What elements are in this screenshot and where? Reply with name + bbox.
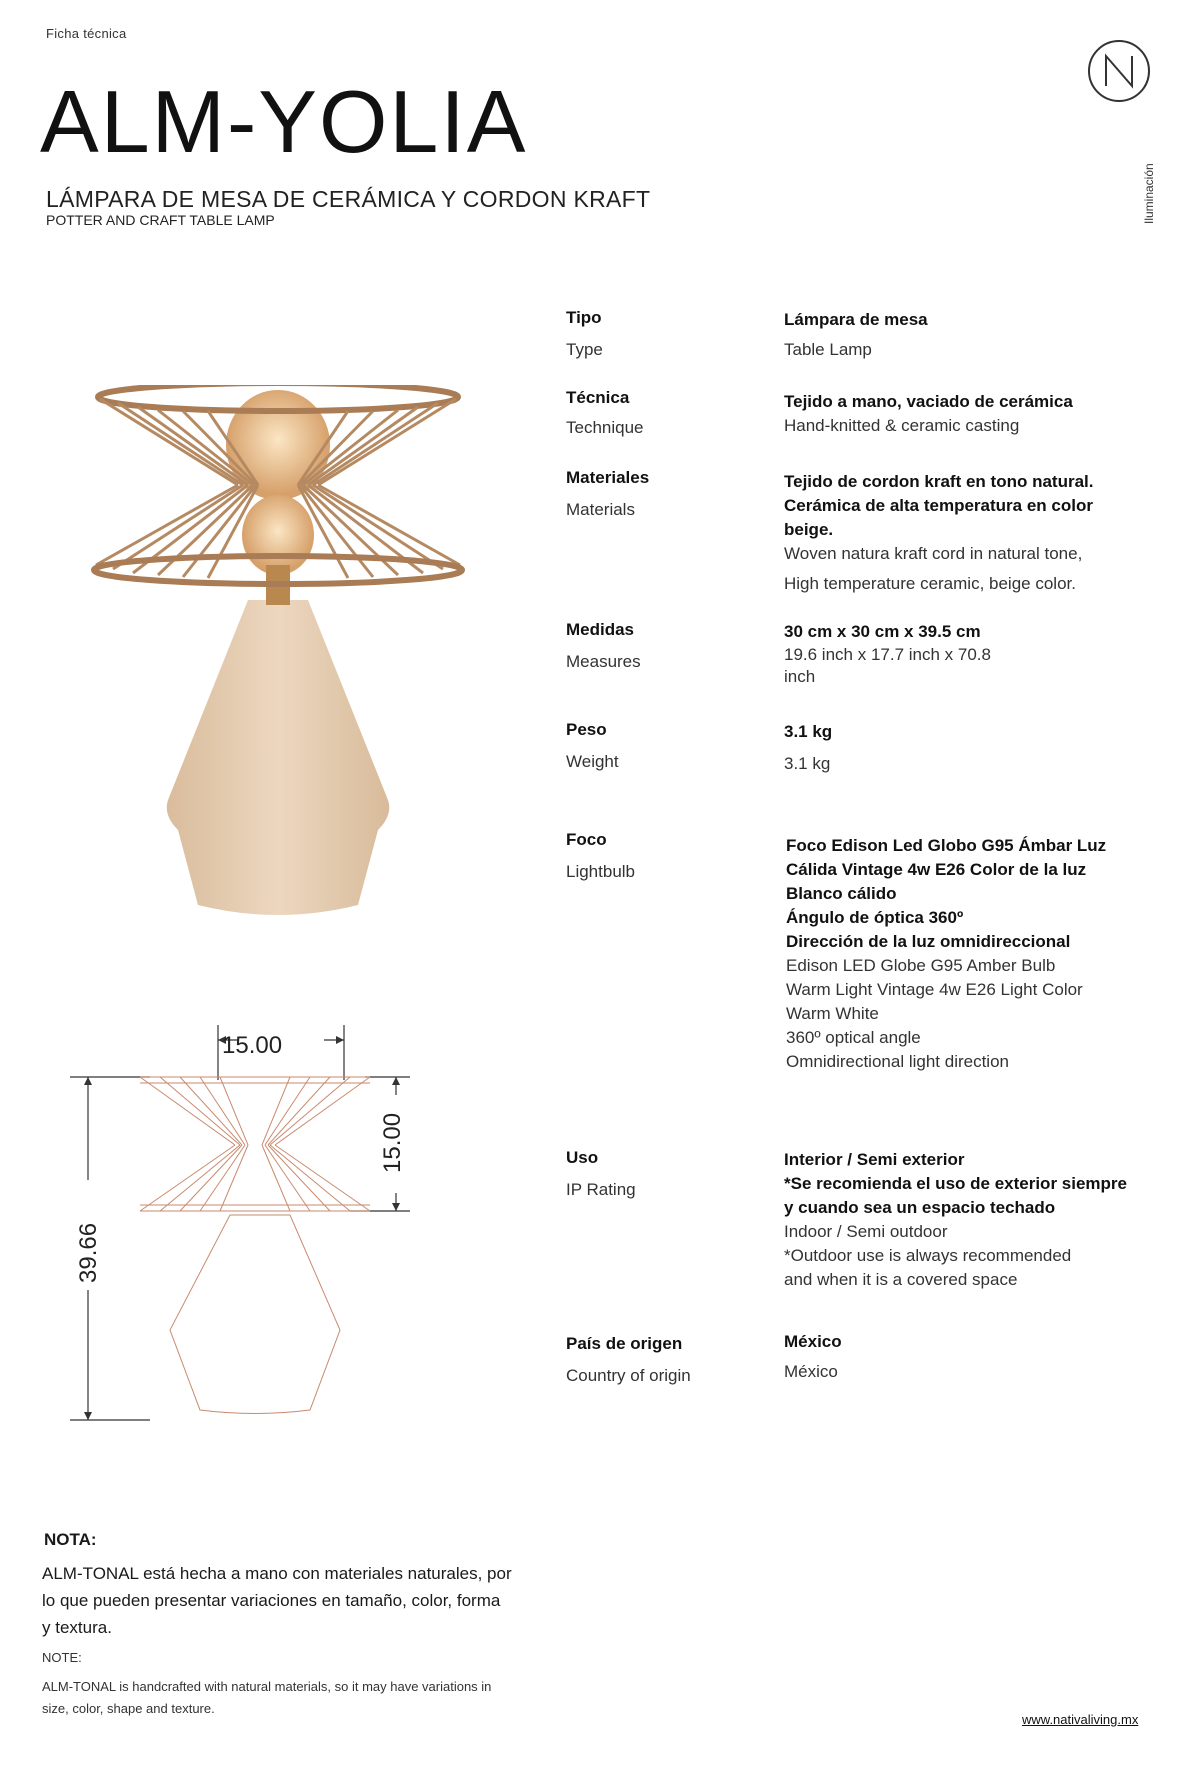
spec-value-en: Omnidirectional light direction: [786, 1052, 1009, 1071]
spec-label-en: Weight: [566, 752, 619, 771]
spec-value-es: Cálida Vintage 4w E26 Color de la luz: [786, 860, 1087, 879]
spec-value-en: 3.1 kg: [784, 754, 831, 773]
spec-value-es: y cuando sea un espacio techado: [784, 1198, 1056, 1217]
spec-value-en: Table Lamp: [784, 340, 872, 359]
website-link[interactable]: www.nativaliving.mx: [1022, 1712, 1139, 1727]
spec-value-es: *Se recomienda el uso de exterior siempre: [784, 1174, 1127, 1193]
spec-label-es: Medidas: [566, 620, 635, 639]
spec-value-es: Blanco cálido: [786, 884, 897, 903]
section-label: Iluminación: [1142, 163, 1156, 224]
spec-label-es: Materiales: [566, 468, 650, 487]
spec-label-en: Materials: [566, 500, 635, 519]
dimension-drawing: [70, 1025, 480, 1435]
note-title-en: NOTE:: [42, 1650, 82, 1665]
spec-label-es: Peso: [566, 720, 607, 739]
spec-value-en: Warm Light Vintage 4w E26 Light Color: [786, 980, 1083, 999]
spec-value-en: Woven natura kraft cord in natural tone,: [784, 544, 1083, 563]
spec-label-es: Foco: [566, 830, 607, 849]
spec-value-en: 19.6 inch x 17.7 inch x 70.8: [784, 645, 991, 664]
dim-left-label: 39.66: [75, 1222, 102, 1283]
doc-type-label: Ficha técnica: [46, 26, 127, 41]
spec-value-es: beige.: [784, 520, 834, 539]
note-title: NOTA:: [44, 1530, 97, 1549]
spec-value-es: 3.1 kg: [784, 722, 833, 741]
product-title: ALM-YOLIA: [40, 72, 528, 171]
spec-value-es: Tejido a mano, vaciado de cerámica: [784, 392, 1073, 411]
spec-value-en: *Outdoor use is always recommended: [784, 1246, 1072, 1265]
spec-label-es: País de origen: [566, 1334, 683, 1353]
spec-value-en: México: [784, 1362, 838, 1381]
spec-label-es: Técnica: [566, 388, 630, 407]
spec-value-en: inch: [784, 667, 816, 686]
spec-value-en: and when it is a covered space: [784, 1270, 1018, 1289]
brand-logo: [1086, 38, 1152, 104]
spec-label-en: Country of origin: [566, 1366, 691, 1385]
spec-value-en: Indoor / Semi outdoor: [784, 1222, 948, 1241]
spec-label-es: Tipo: [566, 308, 602, 327]
spec-label-en: Technique: [566, 418, 644, 437]
spec-value-es: Interior / Semi exterior: [784, 1150, 965, 1169]
note-text-es: ALM-TONAL está hecha a mano con materiales naturales, por lo que pueden presentar variaciones en tamaño, color, forma y textura.: [42, 1564, 512, 1637]
spec-label-en: Lightbulb: [566, 862, 636, 881]
spec-value-en: Edison LED Globe G95 Amber Bulb: [786, 956, 1056, 975]
dim-top-label: 15.00: [222, 1032, 283, 1059]
spec-value-es: 30 cm x 30 cm x 39.5 cm: [784, 622, 981, 641]
spec-value-es: Lámpara de mesa: [784, 310, 928, 329]
spec-value-es: México: [784, 1332, 842, 1351]
spec-value-en: High temperature ceramic, beige color.: [784, 574, 1076, 593]
spec-value-es: Cerámica de alta temperatura en color: [784, 496, 1093, 515]
spec-label-en: IP Rating: [566, 1180, 636, 1199]
product-subtitle-en: POTTER AND CRAFT TABLE LAMP: [46, 212, 275, 228]
note-text-en: ALM-TONAL is handcrafted with natural materials, so it may have variations in size, color, shape and texture.: [42, 1679, 492, 1716]
spec-value-en: Warm White: [786, 1004, 879, 1023]
spec-label-en: Measures: [566, 652, 641, 671]
dim-right-label: 15.00: [379, 1112, 406, 1173]
lamp-photo: [88, 385, 468, 925]
spec-value-en: 360º optical angle: [786, 1028, 921, 1047]
spec-label-en: Type: [566, 340, 603, 359]
spec-value-es: Tejido de cordon kraft en tono natural.: [784, 472, 1094, 491]
spec-value-es: Ángulo de óptica 360º: [786, 908, 964, 927]
spec-value-es: Foco Edison Led Globo G95 Ámbar Luz: [786, 836, 1107, 855]
spec-label-es: Uso: [566, 1148, 599, 1167]
product-subtitle-es: LÁMPARA DE MESA DE CERÁMICA Y CORDON KRAFT: [46, 186, 651, 212]
spec-value-es: Dirección de la luz omnidireccional: [786, 932, 1071, 951]
spec-value-en: Hand-knitted & ceramic casting: [784, 416, 1020, 435]
